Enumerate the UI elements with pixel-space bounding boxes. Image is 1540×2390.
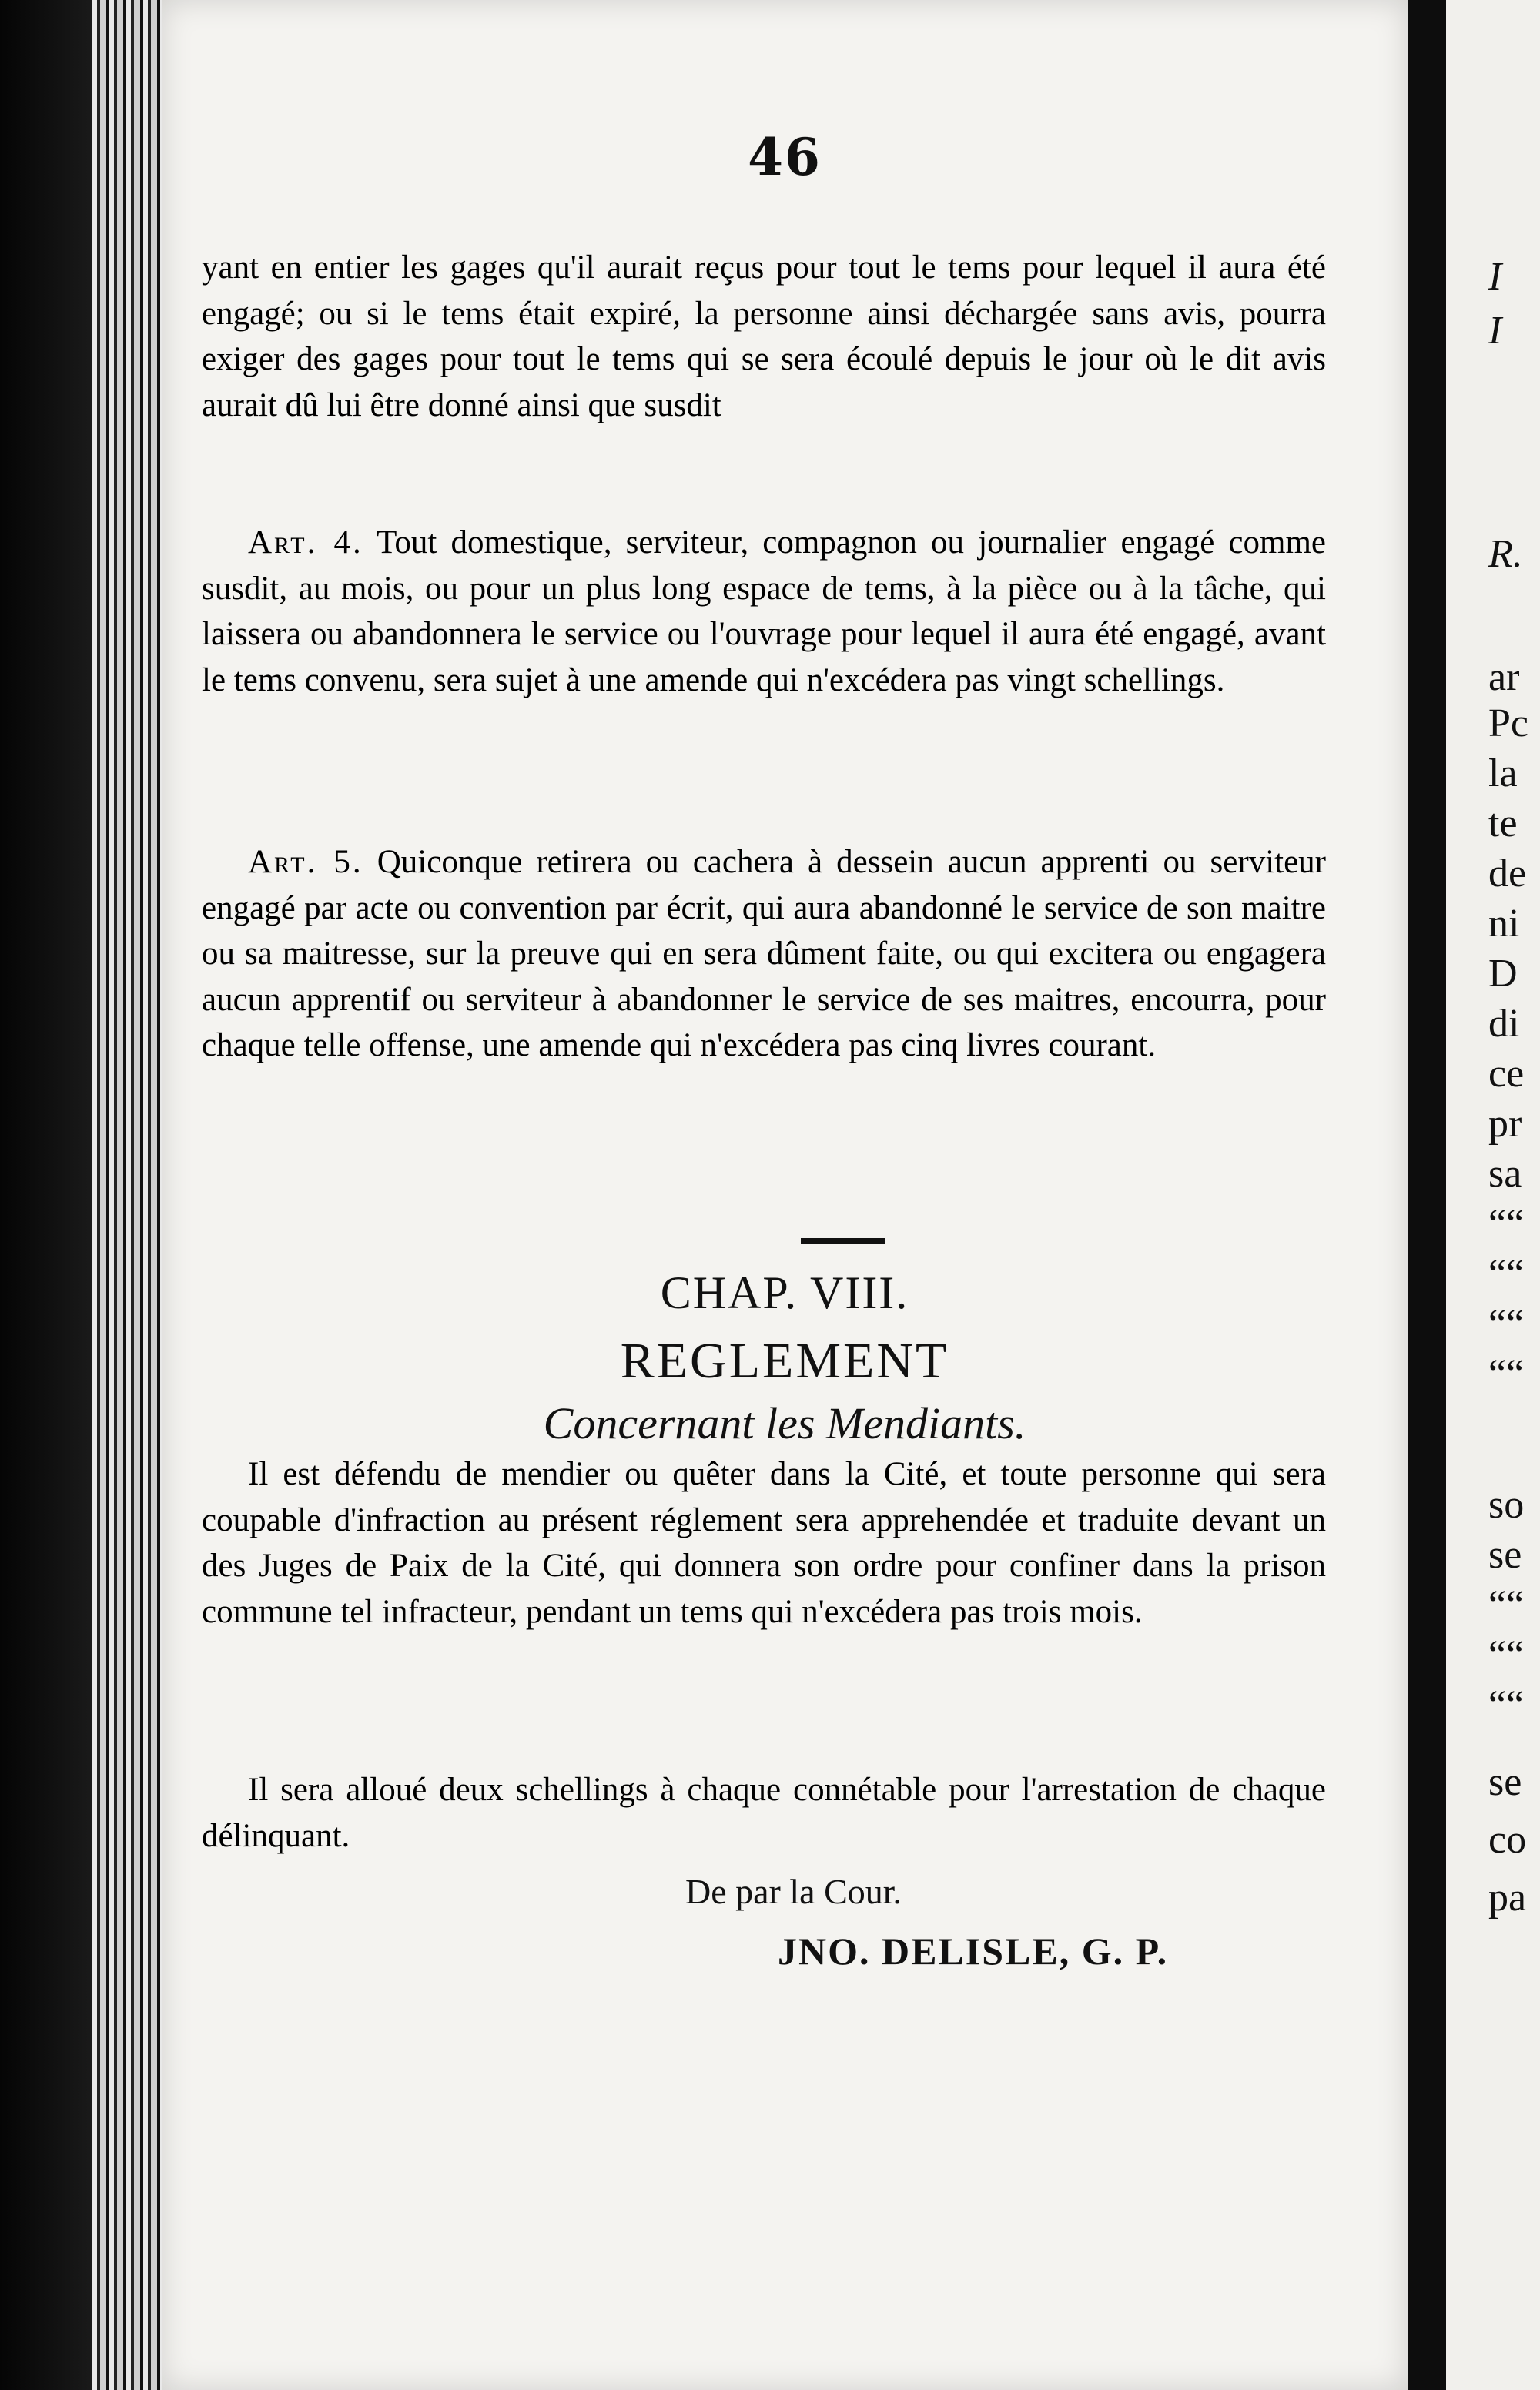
page-number: 46 (748, 127, 822, 187)
paragraph: yant en entier les gages qu'il aurait reçus pour tout le tems pour lequel il aura été engagé; ou si le tems était expiré, la personne ainsi déchargée sans avis, pourra exiger des gages pour tout le tems qui se sera écoulé depuis le jour où le dit avis aurait dû lui être donné ainsi que susdit (202, 249, 1326, 423)
article-5 (202, 839, 1326, 1069)
article-5-text: Quiconque retirera ou cachera à dessein aucun apprenti ou serviteur engagé par acte ou convention par écrit, qui aura abandonné le service de son maitre ou sa maitresse, sur la preuve qui en sera dûment faite, ou qui excitera ou engagera aucun apprentif ou serviteur à abandonner le service de ses maitres, encourra, pour chaque telle offense, une amende qui n'excédera pas cinq livres courant. (202, 844, 1326, 1063)
article-4-label: Art. 4. (248, 524, 363, 561)
fragment: ni (1488, 902, 1520, 946)
fragment: ce (1488, 1052, 1525, 1096)
fragment: pr (1488, 1102, 1522, 1146)
article-5-label: Art. 5. (248, 844, 363, 880)
article-4-paragraph (202, 520, 1326, 703)
fragment: ““ (1488, 1352, 1525, 1396)
adjacent-page-edge (1446, 0, 1540, 2390)
book-binding-edge (92, 0, 162, 2390)
fragment: de (1488, 852, 1527, 895)
fragment: so (1488, 1483, 1525, 1527)
paragraph: Il est défendu de mendier ou quêter dans la Cité, et toute personne qui sera coupable d'infraction au présent réglement sera apprehendée et traduite devant un des Juges de Paix de la Cité, qui donnera son ordre pour confiner dans la prison commune tel infracteur, pendant un tems qui n'excédera pas trois mois. (202, 1456, 1326, 1630)
chapter-subheading: Concernant les Mendiants. (543, 1398, 1026, 1448)
fragment: la (1488, 751, 1518, 795)
fragment: Pc (1488, 701, 1528, 745)
fragment: ““ (1488, 1583, 1525, 1627)
fragment: co (1488, 1818, 1527, 1862)
chapter-paragraph-1 (202, 1451, 1326, 1635)
paragraph: Il sera alloué deux schellings à chaque connétable pour l'arrestation de chaque délinquant. (202, 1772, 1326, 1854)
section-divider (801, 1238, 886, 1244)
chapter-heading: REGLEMENT (620, 1333, 949, 1389)
chapter-number: CHAP. VIII. (660, 1267, 909, 1318)
fragment: se (1488, 1760, 1522, 1804)
fragment: sa (1488, 1152, 1522, 1196)
signature-name: JNO. DELISLE, G. P. (778, 1930, 1169, 1973)
signature-court: De par la Cour. (685, 1872, 902, 1911)
fragment: ““ (1488, 1302, 1525, 1346)
scan-dark-margin (0, 0, 92, 2390)
fragment: pa (1488, 1876, 1527, 1920)
page-gutter (1408, 0, 1446, 2390)
fragment: I (1488, 309, 1502, 353)
fragment: di (1488, 1002, 1520, 1046)
fragment: se (1488, 1533, 1522, 1577)
article-4 (202, 520, 1326, 703)
fragment: ““ (1488, 1202, 1525, 1246)
fragment: D (1488, 952, 1518, 996)
continued-paragraph (202, 245, 1326, 428)
fragment: ““ (1488, 1633, 1525, 1677)
fragment: ““ (1488, 1683, 1525, 1727)
fragment: te (1488, 802, 1518, 845)
fragment: I (1488, 255, 1502, 299)
article-4-text: Tout domestique, serviteur, compagnon ou journalier engagé comme susdit, au mois, ou pour un plus long espace de tems, à la pièce ou à la tâche, qui laissera ou abandonnera le service ou l'ouvrage pour lequel il aura été engagé, avant le tems convenu, sera sujet à une amende qui n'excédera pas vingt schellings. (202, 524, 1326, 698)
fragment: ““ (1488, 1252, 1525, 1296)
fragment: R. (1488, 532, 1523, 576)
chapter-paragraph-2 (202, 1767, 1326, 1859)
fragment: ar (1488, 655, 1520, 699)
article-5-paragraph (202, 839, 1326, 1069)
